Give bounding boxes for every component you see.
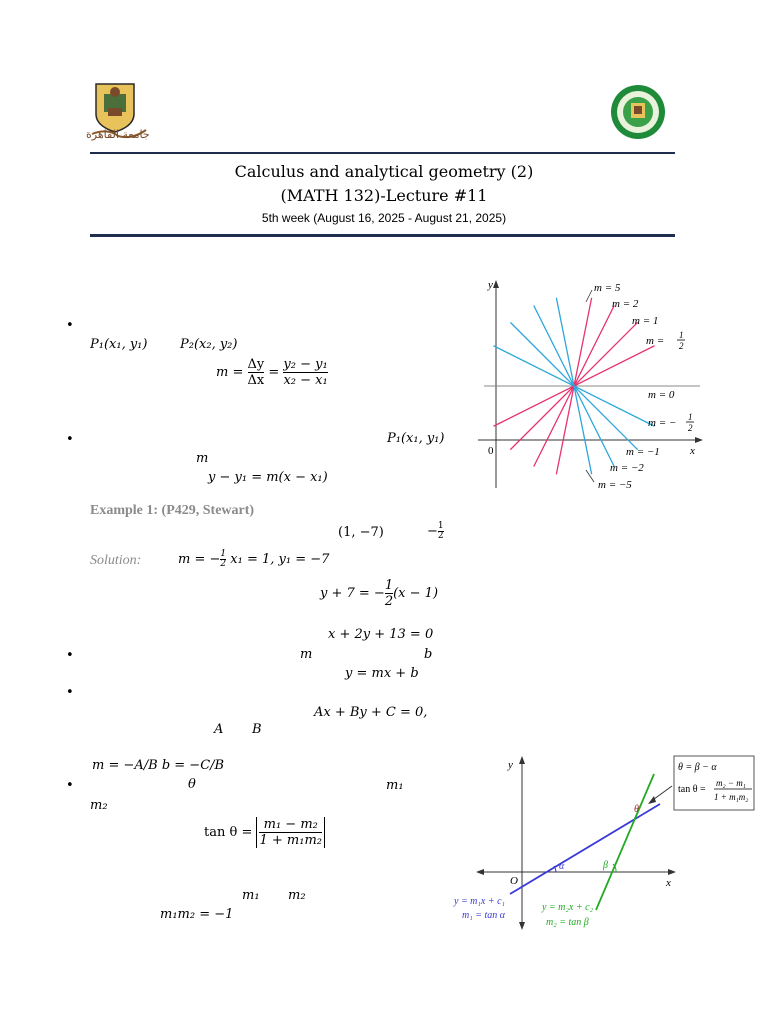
fig2-box-tan: tan θ = [678, 784, 706, 795]
fig1-x-label: x [690, 445, 695, 457]
solution-label: Solution: [90, 553, 142, 568]
point-slope-p1: P₁(x₁, y₁) [387, 431, 445, 446]
slope-intercept-m: m [300, 647, 313, 662]
tan-frac [259, 817, 322, 848]
slope-formula [216, 357, 328, 388]
point-p1: P₁(x₁, y₁) [90, 337, 148, 352]
fig2-origin: O [510, 875, 518, 887]
fig2-box-num: m₂ − m₁ [716, 778, 746, 788]
slope-lhs: m = [216, 365, 244, 380]
tan-den: 1 + m₁m₂ [259, 833, 322, 848]
fig2-line1-eq: y = m₁x + c₁ [454, 896, 505, 907]
step1-lhs: y + 7 = − [320, 586, 385, 601]
tan-num: m₁ − m₂ [263, 817, 318, 832]
header-rule-top [90, 152, 675, 154]
fig2-line1 [510, 804, 660, 894]
fig2-theta-pointer-head [648, 796, 656, 804]
slope-coord-fraction [283, 357, 327, 388]
logo-arabic-text: جامعة القاهرة [86, 128, 150, 141]
step1-rhs: (x − 1) [393, 586, 439, 601]
example1-point: (1, −7) [338, 525, 384, 540]
fig1-pointer-mneg5 [586, 470, 594, 482]
solution-m-num: 1 [220, 549, 227, 559]
point-p2: P₂(x₂, y₂) [180, 337, 238, 352]
angle-figure-svg [446, 752, 758, 932]
fig2-line1-tan: m₁ = tan α [462, 910, 505, 921]
solution-m-frac [220, 550, 226, 569]
bullet-1: • [66, 318, 74, 333]
fig1-label-m5: m = 5 [594, 282, 621, 294]
slopes-figure [474, 276, 706, 494]
faculty-logo-right [610, 84, 666, 140]
example1-slope [427, 522, 444, 541]
general-form-a: A [214, 722, 224, 737]
solution-m: m = − [178, 552, 221, 567]
solution-step2: x + 2y + 13 = 0 [328, 627, 434, 642]
page-title-line2: (MATH 132)-Lecture #11 [280, 186, 488, 205]
step1-frac [385, 578, 393, 609]
fig1-origin: 0 [488, 445, 494, 457]
slopes-figure-svg [474, 276, 706, 494]
fig1-label-mneg5: m = −5 [598, 479, 632, 491]
slope-denominator: x₂ − x₁ [283, 373, 328, 388]
fig1-label-m-half-prefix: m = [646, 335, 665, 347]
fig2-x-label: x [666, 877, 671, 889]
perp-m1: m₁ [242, 888, 260, 903]
page-subtitle: 5th week (August 16, 2025 - August 21, 2025) [261, 211, 507, 225]
general-form-b: B [252, 722, 262, 737]
fig1-label-m0: m = 0 [648, 389, 675, 401]
bullet-3: • [66, 648, 74, 663]
fig1-label-mneg1: m = −1 [626, 446, 660, 458]
fig1-label-mneg-half-den: 2 [688, 423, 693, 433]
step1-num: 1 [384, 578, 394, 593]
fig1-label-mneg-half-prefix: m = − [648, 417, 677, 429]
angle-m2: m₂ [90, 798, 108, 813]
point-slope-equation: y − y₁ = m(x − x₁) [208, 470, 328, 485]
fig2-y-label: y [508, 759, 513, 771]
bullet-4: • [66, 685, 74, 700]
perp-m2: m₂ [288, 888, 306, 903]
tan-abs [256, 817, 325, 848]
solution-m-den: 2 [220, 559, 227, 569]
example1-slope-sign: − [427, 524, 438, 539]
fig1-label-m1: m = 1 [632, 315, 659, 327]
point-slope-m: m [196, 451, 209, 466]
delta-x: Δx [247, 373, 265, 388]
fig2-x-arrow-right [668, 869, 676, 875]
angle-figure [446, 752, 758, 932]
angle-theta: θ [188, 777, 196, 792]
step1-den: 2 [384, 594, 394, 609]
fig1-x-arrow [695, 437, 703, 443]
tan-lhs: tan θ = [204, 825, 253, 840]
fig2-box-line1: θ = β − α [678, 762, 717, 773]
header-rule-bottom [90, 234, 675, 237]
fig2-line2-tan: m₂ = tan β [546, 917, 589, 928]
slope-equals: = [268, 365, 280, 380]
fig1-label-m2: m = 2 [612, 298, 639, 310]
fig2-x-arrow-left [476, 869, 484, 875]
fig1-label-m-half-den: 2 [679, 341, 684, 351]
fig1-y-label: y [488, 279, 493, 291]
fig2-theta: θ [634, 804, 639, 815]
delta-y: Δy [247, 357, 265, 372]
page-title-line1: Calculus and analytical geometry (2) [234, 162, 534, 181]
perp-equation: m₁m₂ = −1 [160, 907, 234, 922]
example1-slope-num: 1 [437, 521, 444, 531]
fig2-line2-eq: y = m₂x + c₂ [542, 902, 593, 913]
angle-m1: m₁ [386, 778, 404, 793]
fig2-alpha: α [559, 861, 565, 872]
fig1-label-mneg-half-num: 1 [688, 412, 693, 422]
fig2-y-arrow-down [519, 922, 525, 930]
solution-coords: x₁ = 1, y₁ = −7 [230, 552, 330, 567]
slope-intercept-b: b [424, 647, 433, 662]
fig2-box-den: 1 + m₁m₂ [714, 792, 749, 802]
general-form-relations: m = −A/B b = −C/B [92, 758, 225, 773]
fig1-label-mneg2: m = −2 [610, 462, 644, 474]
fig1-label-m-half-num: 1 [679, 330, 684, 340]
example1-slope-frac [438, 522, 444, 541]
slope-delta-fraction [248, 357, 265, 388]
example1-heading: Example 1: (P429, Stewart) [90, 503, 255, 518]
bullet-5: • [66, 778, 74, 793]
slope-intercept-equation: y = mx + b [345, 666, 419, 681]
general-form-equation: Ax + By + C = 0, [314, 705, 428, 720]
solution-values [178, 550, 329, 569]
solution-step1 [320, 578, 438, 609]
bullet-2: • [66, 432, 74, 447]
fig2-line2 [596, 774, 654, 910]
example1-slope-den: 2 [437, 531, 444, 541]
fig2-beta: β [603, 860, 608, 871]
fig2-y-arrow [519, 756, 525, 764]
fig1-y-arrow [493, 280, 499, 288]
tan-formula [204, 817, 325, 848]
slope-numerator: y₂ − y₁ [283, 357, 328, 372]
